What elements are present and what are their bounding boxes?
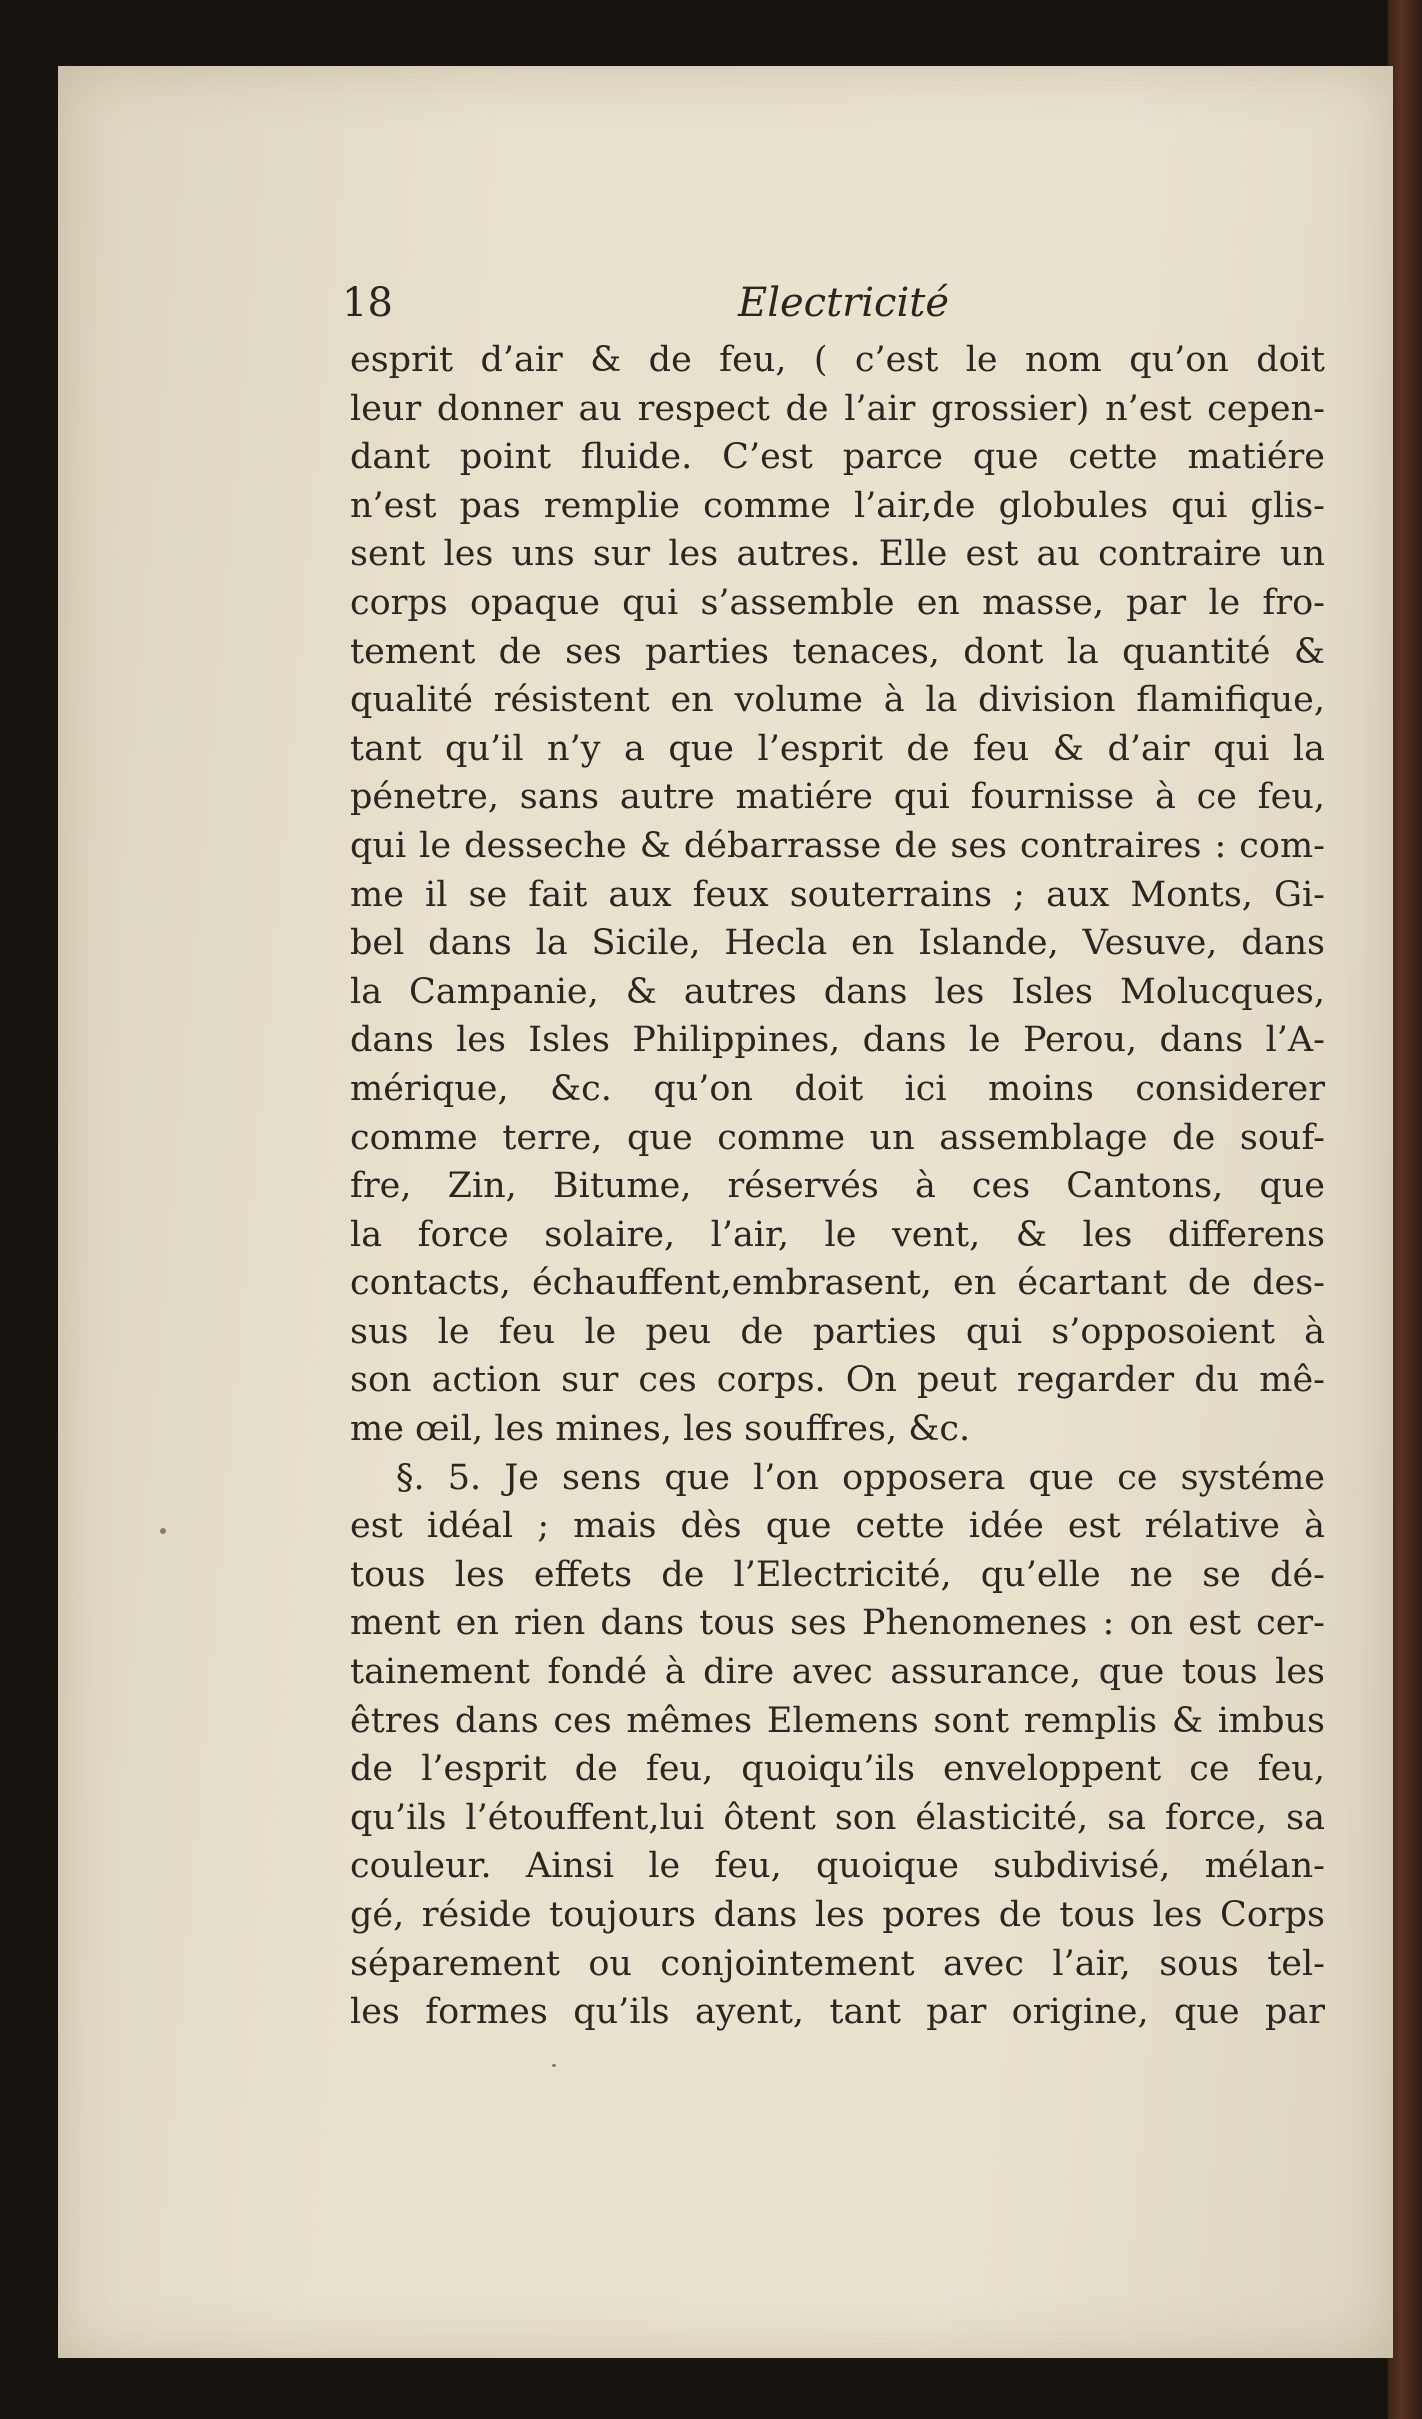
text-line: couleur. Ainsi le feu, quoique subdivisé, mélan-	[350, 1846, 1325, 1887]
paragraph-start-line: §. 5. Je sens que l’on opposera que ce systéme	[396, 1457, 1325, 1498]
text-line: pénetre, sans autre matiére qui fournisse à ce feu,	[350, 777, 1325, 818]
book-spine-edge	[1388, 0, 1422, 2419]
page-number: 18	[342, 280, 393, 326]
text-line: leur donner au respect de l’air grossier) n’est cepen-	[350, 388, 1325, 429]
text-line: dant point fluide. C’est parce que cette matiére	[350, 437, 1325, 478]
text-line: tement de ses parties tenaces, dont la quantité &	[350, 631, 1325, 672]
text-line: comme terre, que comme un assemblage de souf-	[350, 1117, 1325, 1158]
text-line: son action sur ces corps. On peut regarder du mê-	[350, 1360, 1325, 1401]
text-line: tous les effets de l’Electricité, qu’elle ne se dé-	[350, 1554, 1325, 1595]
paper-speck	[552, 2064, 556, 2067]
text-line: me il se fait aux feux souterrains ; aux Monts, Gi-	[350, 874, 1325, 915]
page-header	[342, 280, 1362, 340]
text-line: de l’esprit de feu, quoiqu’ils enveloppent ce feu,	[350, 1749, 1325, 1790]
text-line: qualité résistent en volume à la division flamifique,	[350, 680, 1325, 721]
text-line: esprit d’air & de feu, ( c’est le nom qu’on doit	[350, 340, 1325, 380]
text-line: sus le feu le peu de parties qui s’opposoient à	[350, 1311, 1325, 1352]
text-line: les formes qu’ils ayent, tant par origine, que par	[350, 1992, 1325, 2033]
text-line: dans les Isles Philippines, dans le Perou, dans l’A-	[350, 1020, 1325, 1061]
text-line: qu’ils l’étouffent,lui ôtent son élasticité, sa force, sa	[350, 1797, 1325, 1838]
paper-speck	[160, 1528, 166, 1534]
text-line: êtres dans ces mêmes Elemens sont remplis & imbus	[350, 1700, 1325, 1741]
text-line: corps opaque qui s’assemble en masse, par le fro-	[350, 582, 1325, 623]
text-line: mérique, &c. qu’on doit ici moins considerer	[350, 1068, 1325, 1109]
text-line: est idéal ; mais dès que cette idée est rélative à	[350, 1506, 1325, 1547]
text-line: la Campanie, & autres dans les Isles Molucques,	[350, 971, 1325, 1012]
running-title: Electricité	[738, 280, 949, 326]
text-line: qui le desseche & débarrasse de ses contraires : com-	[350, 825, 1325, 866]
text-line: ment en rien dans tous ses Phenomenes : on est cer-	[350, 1603, 1325, 1644]
text-line: la force solaire, l’air, le vent, & les differens	[350, 1214, 1325, 1255]
text-line: séparement ou conjointement avec l’air, sous tel-	[350, 1943, 1325, 1984]
text-line: bel dans la Sicile, Hecla en Islande, Vesuve, dans	[350, 923, 1325, 964]
body-text	[350, 336, 1325, 2037]
text-line: me œil, les mines, les souffres, &c.	[350, 1409, 971, 1450]
text-line: n’est pas remplie comme l’air,de globules qui glis-	[350, 485, 1325, 526]
text-line: tant qu’il n’y a que l’esprit de feu & d’air qui la	[350, 728, 1325, 769]
text-line: sent les uns sur les autres. Elle est au contraire un	[350, 534, 1325, 575]
text-line: contacts, échauffent,embrasent, en écartant de des-	[350, 1263, 1325, 1304]
text-line: tainement fondé à dire avec assurance, que tous les	[350, 1652, 1325, 1693]
text-line: fre, Zin, Bitume, réservés à ces Cantons, que	[350, 1166, 1325, 1207]
text-line: gé, réside toujours dans les pores de tous les Corps	[350, 1895, 1325, 1935]
